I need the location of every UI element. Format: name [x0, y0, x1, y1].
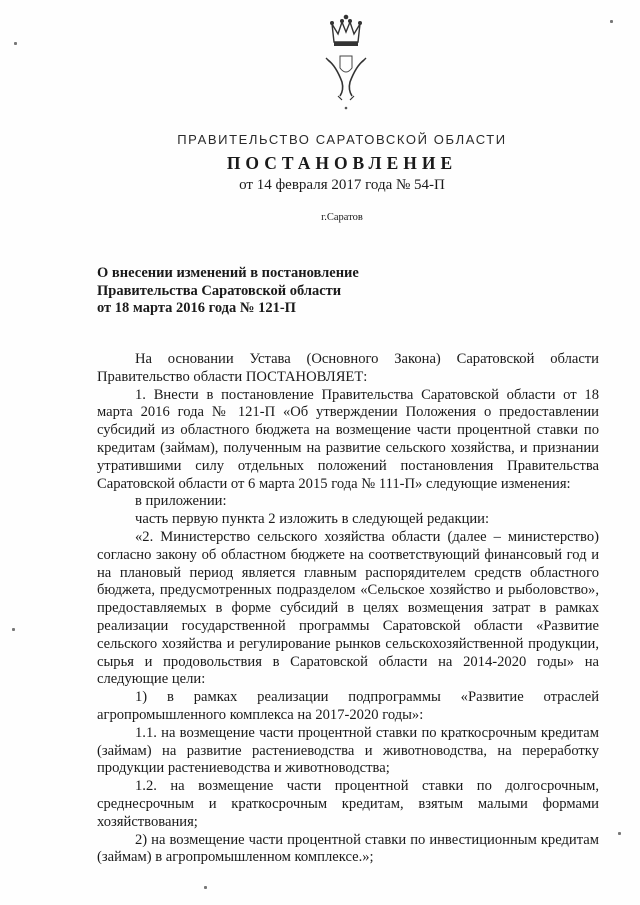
paragraph-in-appendix: в приложении:	[135, 493, 227, 510]
paragraph-basis: На основании Устава (Основного Закона) Саратовской области Правительство области ПОСТАНОВЛЯЕТ:	[97, 351, 599, 385]
scan-mark	[204, 886, 207, 889]
document-title	[97, 265, 417, 318]
title-line: от 18 марта 2016 года № 121-П	[97, 300, 296, 316]
document-date-number: от 14 февраля 2017 года № 54-П	[239, 177, 445, 193]
title-line: Правительства Саратовской области	[97, 282, 342, 299]
paragraph-subitem-2: 2) на возмещение части процентной ставки по инвестиционным кредитам (займам) в агропромышленном комплексе.»;	[97, 831, 599, 866]
document-body	[97, 351, 599, 867]
scan-mark	[610, 20, 613, 23]
document-type: ПОСТАНОВЛЕНИЕ	[226, 153, 458, 173]
paragraph-part-one: часть первую пункта 2 изложить в следующей редакции:	[135, 511, 490, 528]
scan-mark	[12, 628, 15, 631]
title-line: О внесении изменений в постановление	[97, 265, 359, 281]
saratov-emblem-icon	[318, 12, 374, 112]
document-city: г.Саратов	[321, 212, 363, 223]
paragraph-subitem-1: 1) в рамках реализации подпрограммы «Развитие отраслей агропромышленного комплекса на 2017-2020 годы»:	[97, 689, 599, 723]
scan-mark	[618, 832, 621, 835]
scan-mark	[14, 42, 17, 45]
paragraph-item-1: 1. Внести в постановление Правительства Саратовской области от 18 марта 2016 года № 121-П «Об утверждении Положения о предоставлении субсидий из областного бюджета на возмещение части процентной ставки по кредитам (займам), полученным на развитие сельского хозяйства, и признании утратившими силу отдельных положений постановления Правительства Саратовской области от 6 марта 2015 года № 111-П» следующие изменения:	[97, 386, 599, 492]
paragraph-subitem-1-1: 1.1. на возмещение части процентной ставки по краткосрочным кредитам (займам) на развитие растениеводства и животноводства, на переработку продукции растениеводства и животноводства;	[97, 724, 599, 777]
government-name: ПРАВИТЕЛЬСТВО САРАТОВСКОЙ ОБЛАСТИ	[177, 132, 507, 147]
paragraph-clause-2: «2. Министерство сельского хозяйства области (далее – министерство) согласно закону об областном бюджете на соответствующий финансовый год и на плановый период является главным распорядителем средств областного бюджета, предусмотренных подразделом «Сельское хозяйство и рыболовство», предоставляемых в форме субсидий в целях возмещения затрат в рамках реализации государственной программы Саратовской области «Развитие сельского хозяйства и регулирование рынков сельскохозяйственной продукции, сырья и продовольствия в Саратовской области на 2014-2020 годы» на следующие цели:	[97, 528, 599, 688]
paragraph-subitem-1-2: 1.2. на возмещение части процентной ставки по долгосрочным, среднесрочным и краткосрочным кредитам, взятым малыми формами хозяйствования;	[97, 778, 599, 830]
